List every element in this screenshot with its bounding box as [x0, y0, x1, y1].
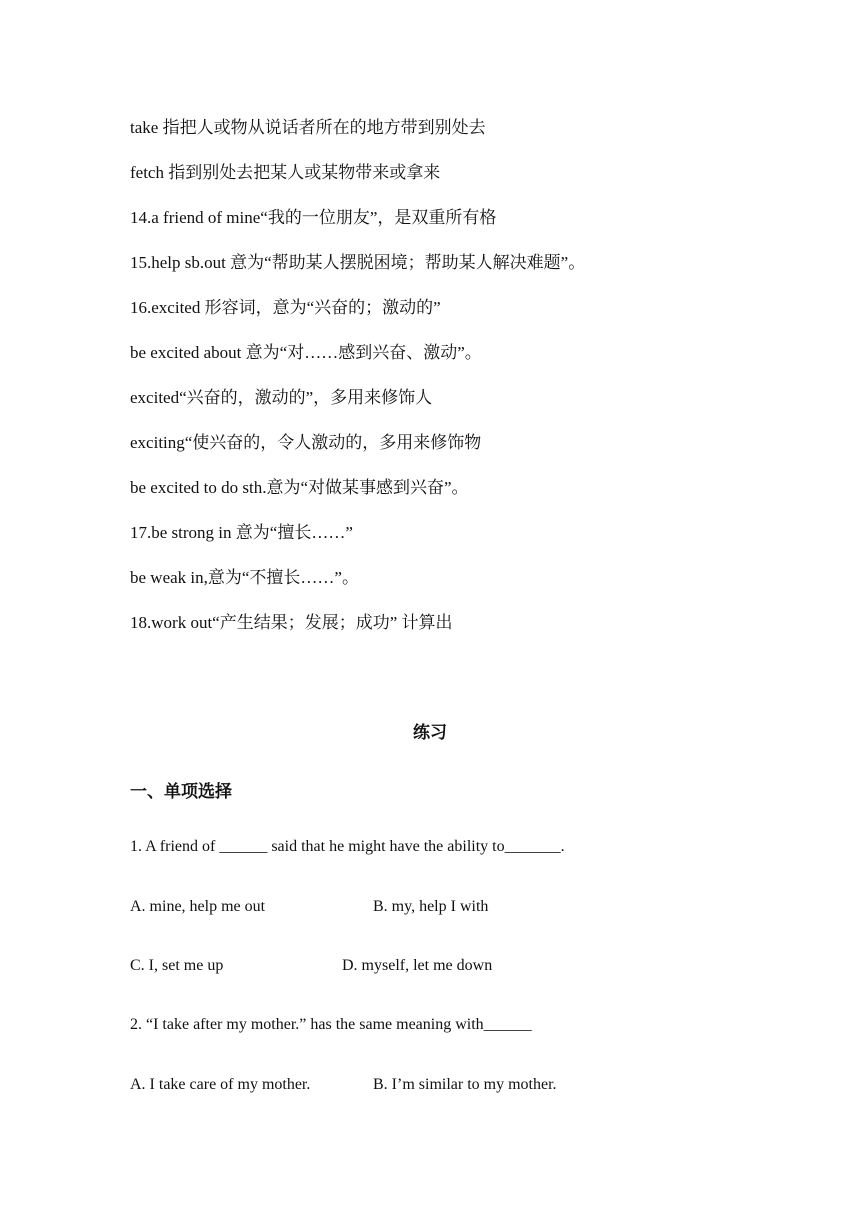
question-2-stem: 2. “I take after my mother.” has the same meaning with______ [130, 1016, 532, 1033]
note-line-16: 16.excited 形容词，意为“兴奋的；激动的” [130, 298, 441, 317]
question-1-option-a: A. mine, help me out [130, 898, 266, 915]
note-line-17: 17.be strong in 意为“擅长……” [130, 523, 353, 542]
question-2-option-b: B. I’m similar to my mother. [373, 1076, 557, 1093]
note-line-excited: excited“兴奋的，激动的”，多用来修饰人 [130, 388, 433, 407]
section-single-choice-title: 一、单项选择 [130, 782, 232, 802]
question-1-stem: 1. A friend of ______ said that he might have the ability to_______. [130, 838, 565, 855]
note-line-14: 14.a friend of mine“我的一位朋友”，是双重所有格 [130, 208, 497, 227]
question-2-option-a: A. I take care of my mother. [130, 1076, 311, 1093]
question-1-option-c: C. I, set me up [130, 957, 224, 974]
exercise-title: 练习 [413, 723, 447, 743]
note-line-18: 18.work out“产生结果；发展；成功” 计算出 [130, 613, 453, 632]
question-1-option-d: D. myself, let me down [342, 957, 493, 974]
note-line-excited-about: be excited about 意为“对……感到兴奋、激动”。 [130, 343, 482, 362]
note-line-weak-in: be weak in,意为“不擅长……”。 [130, 568, 359, 587]
question-1-option-b: B. my, help I with [373, 898, 489, 915]
note-line-exciting: exciting“使兴奋的，令人激动的，多用来修饰物 [130, 433, 482, 452]
note-line-excited-to: be excited to do sth.意为“对做某事感到兴奋”。 [130, 478, 469, 497]
note-line-15: 15.help sb.out 意为“帮助某人摆脱困境；帮助某人解决难题”。 [130, 253, 586, 272]
note-line-fetch: fetch 指到别处去把某人或某物带来或拿来 [130, 163, 441, 182]
note-line-take: take 指把人或物从说话者所在的地方带到别处去 [130, 118, 486, 137]
